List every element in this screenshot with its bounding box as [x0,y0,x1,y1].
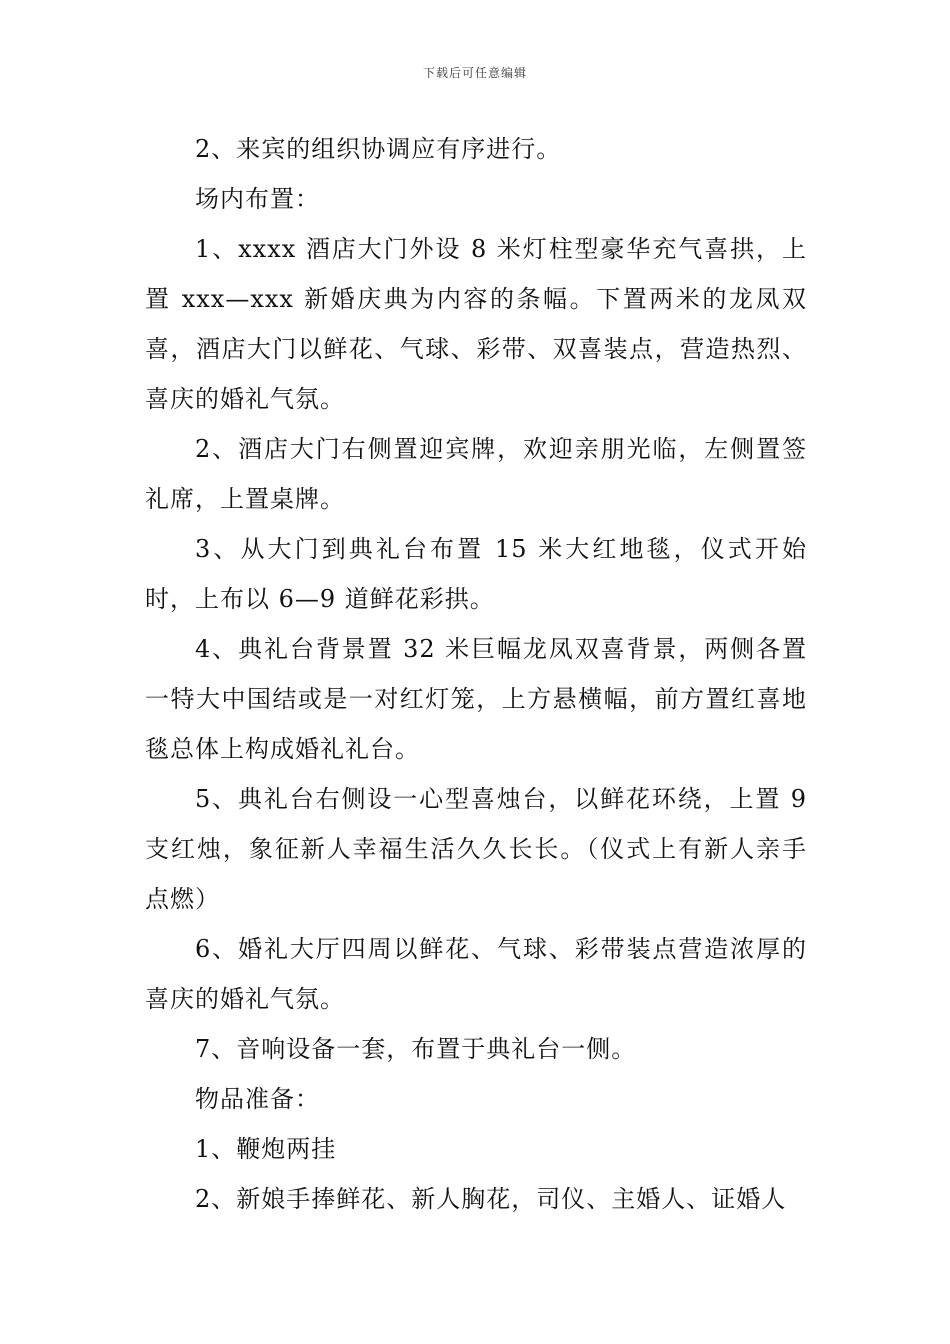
header-note: 下载后可任意编辑 [422,66,527,80]
section-heading-venue-layout: 场内布置： [195,185,320,213]
paragraph-supplies-item-2: 2、新娘手捧鲜花、新人胸花，司仪、主婚人、证婚人 [195,1185,787,1213]
paragraph-venue-item-6: 6、婚礼大厅四周以鲜花、气球、彩带装点营造浓厚的喜庆的婚礼气氛。 [145,935,807,1013]
document-body [145,124,807,1224]
paragraph-venue-item-3: 3、从大门到典礼台布置 15 米大红地毯，仪式开始时，上布以 6—9 道鲜花彩拱。 [145,535,807,613]
paragraph-venue-item-4: 4、典礼台背景置 32 米巨幅龙凤双喜背景，两侧各置一特大中国结或是一对红灯笼，上方悬横幅，前方置红喜地毯总体上构成婚礼礼台。 [145,635,807,763]
section-heading-supplies: 物品准备： [195,1085,320,1113]
paragraph-venue-item-1: 1、xxxx 酒店大门外设 8 米灯柱型豪华充气喜拱，上置 xxx—xxx 新婚庆典为内容的条幅。下置两米的龙凤双喜，酒店大门以鲜花、气球、彩带、双喜装点，营造热烈、喜庆的婚礼气氛。 [145,235,807,413]
paragraph-venue-item-7: 7、音响设备一套，布置于典礼台一侧。 [195,1035,637,1063]
paragraph-supplies-item-1: 1、鞭炮两挂 [195,1135,337,1163]
paragraph-venue-item-5: 5、典礼台右侧设一心型喜烛台，以鲜花环绕，上置 9 支红烛，象征新人幸福生活久久长长。（仪式上有新人亲手点燃） [145,785,807,913]
paragraph-guest-coordination: 2、来宾的组织协调应有序进行。 [195,135,562,163]
paragraph-venue-item-2: 2、酒店大门右侧置迎宾牌，欢迎亲朋光临，左侧置签礼席，上置桌牌。 [145,435,807,513]
